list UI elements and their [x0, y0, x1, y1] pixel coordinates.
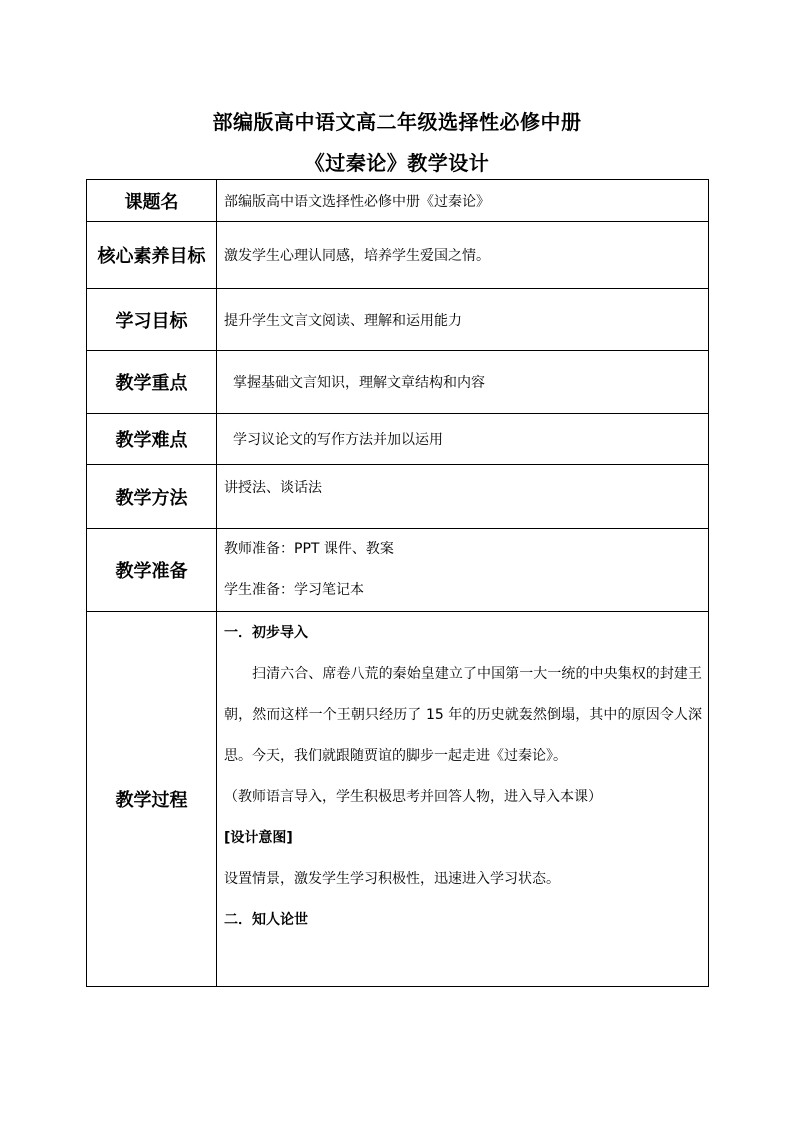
row-label-core-goal: 核心素养目标	[87, 222, 217, 289]
section1-note: （教师语言导入，学生积极思考并回答人物，进入导入本课）	[224, 789, 602, 805]
table-row-core-goal	[87, 222, 709, 289]
table-row-method	[87, 465, 709, 529]
section1-heading: 一．初步导入	[224, 625, 308, 641]
row-label-learning-goal: 学习目标	[87, 289, 217, 351]
row-content-core-goal: 激发学生心理认同感，培养学生爱国之情。	[217, 222, 709, 289]
design-intent-text: 设置情景，激发学生学习积极性，迅速进入学习状态。	[224, 871, 560, 887]
table-row-topic	[87, 180, 709, 222]
row-content-method: 讲授法、谈话法	[217, 465, 709, 529]
section2-heading: 二．知人论世	[224, 912, 308, 928]
row-label-process: 教学过程	[87, 612, 217, 987]
table-row-key-point	[87, 351, 709, 414]
row-label-preparation: 教学准备	[87, 529, 217, 612]
row-content-topic: 部编版高中语文选择性必修中册《过秦论》	[217, 180, 709, 222]
lesson-plan-table	[86, 179, 709, 987]
design-intent-heading: [设计意图]	[224, 830, 293, 846]
row-content-key-point	[217, 351, 709, 414]
document-title-line2: 《过秦论》教学设计	[304, 151, 490, 175]
row-content-learning-goal: 提升学生文言文阅读、理解和运用能力	[217, 289, 709, 351]
row-content-difficulty	[217, 414, 709, 465]
row-label-method: 教学方法	[87, 465, 217, 529]
document-title-line1: 部编版高中语文高二年级选择性必修中册	[212, 110, 582, 134]
difficulty-text: 学习议论文的写作方法并加以运用	[233, 432, 443, 448]
table-row-process	[87, 612, 709, 987]
table-row-preparation	[87, 529, 709, 612]
key-point-text: 掌握基础文言知识，理解文章结构和内容	[233, 375, 485, 391]
row-label-key-point: 教学重点	[87, 351, 217, 414]
table-row-learning-goal	[87, 289, 709, 351]
table-row-difficulty	[87, 414, 709, 465]
section1-paragraph: 扫清六合、席卷八荒的秦始皇建立了中国第一大一统的中央集权的封建王朝，然而这样一个王朝只经历了 15 年的历史就轰然倒塌，其中的原因令人深思。今天，我们就跟随贾谊的脚步一起走进《过秦论》。	[224, 666, 702, 764]
row-label-difficulty: 教学难点	[87, 414, 217, 465]
teacher-preparation: 教师准备：PPT 课件、教案	[224, 541, 394, 557]
row-content-preparation	[217, 529, 709, 612]
row-content-process	[217, 612, 709, 987]
row-label-topic: 课题名	[87, 180, 217, 222]
student-preparation: 学生准备：学习笔记本	[224, 582, 364, 598]
